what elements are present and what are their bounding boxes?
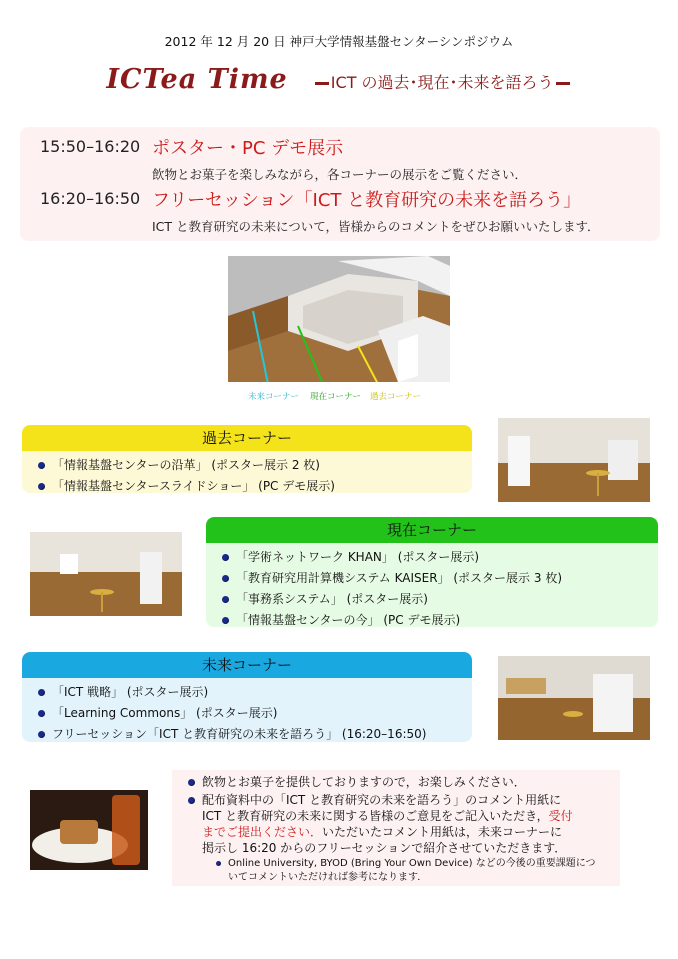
list-item: 「学術ネットワーク KHAN」 (ポスター展示) [222, 547, 658, 568]
floor-label-present: 現在コーナー [310, 392, 362, 402]
present-corner-list [206, 543, 658, 627]
schedule-title-2: フリーセッション「ICT と教育研究の未来を語ろう」 [152, 190, 582, 211]
list-item: 「教育研究用計算機システム KAISER」 (ポスター展示 3 枚) [222, 568, 658, 589]
future-corner-list [22, 678, 472, 742]
list-item: 「ICT 戦略」 (ポスター展示) [38, 682, 472, 703]
bullet-icon [222, 596, 229, 603]
schedule-desc-2: ICT と教育研究の未来について，皆様からのコメントをぜひお願いいたします． [152, 219, 600, 234]
floor-plan-render [228, 256, 450, 382]
past-corner-title: 過去コーナー [22, 425, 472, 451]
bullet-icon [222, 617, 229, 624]
title-row [0, 64, 678, 95]
bullet-icon [38, 710, 45, 717]
page-subtitle: ICT の過去･現在･未来を語ろう [330, 73, 554, 92]
bullet-icon [188, 797, 195, 804]
schedule-desc-1: 飲物とお菓子を楽しみながら，各コーナーの展示をご覧ください． [152, 167, 528, 182]
future-corner-photo [498, 656, 650, 740]
list-item: 「情報基盤センターの沿革」 (ポスター展示 2 枚) [38, 455, 472, 476]
schedule-title-1: ポスター・PC デモ展示 [152, 138, 344, 159]
note-item-2-line-1: 配布資料中の「ICT と教育研究の未来を語ろう」のコメント用紙に [202, 793, 562, 807]
header-date-line: 2012 年 12 月 20 日 神戸大学情報基盤センターシンポジウム [164, 34, 514, 49]
bullet-icon [188, 779, 195, 786]
bullet-icon [222, 575, 229, 582]
note-sub-1-line-2: いてコメントいただければ参考になります． [228, 872, 428, 883]
title-dash-left [315, 82, 329, 85]
floor-label-past: 過去コーナー [370, 392, 422, 402]
schedule-box [20, 127, 660, 241]
bullet-icon [38, 689, 45, 696]
note-item-2-line-3: までご提出ください．いただいたコメント用紙は，未来コーナーに [202, 825, 563, 839]
list-item: 「事務系システム」 (ポスター展示) [222, 589, 658, 610]
present-corner-box [206, 517, 658, 627]
future-corner-box [22, 652, 472, 742]
title-dash-right [556, 82, 570, 85]
note-sub-1-line-1: Online University, BYOD (Bring Your Own Device) などの今後の重要課題につ [228, 858, 596, 869]
list-item: フリーセッション「ICT と教育研究の未来を語ろう」 (16:20–16:50) [38, 724, 472, 742]
bullet-icon [38, 731, 45, 738]
floor-label-future: 未来コーナー [248, 392, 300, 402]
past-corner-photo [498, 418, 650, 502]
list-item: 「Learning Commons」 (ポスター展示) [38, 703, 472, 724]
note-item-2-line-4: 掲示し 16:20 からのフリーセッションで紹介させていただきます． [202, 841, 567, 855]
schedule-time-2: 16:20–16:50 [40, 189, 141, 208]
list-item: 「情報基盤センターの今」 (PC デモ展示) [222, 610, 658, 627]
past-corner-list [22, 451, 472, 493]
schedule-time-1: 15:50–16:20 [40, 137, 141, 156]
note-item-2-line-2: ICT と教育研究の未来に関する皆様のご意見をご記入いただき，受付 [202, 809, 573, 823]
bullet-icon [38, 483, 45, 490]
notes-box [172, 770, 620, 886]
page-title: ICTea Time [106, 64, 288, 95]
past-corner-box [22, 425, 472, 493]
present-corner-title: 現在コーナー [206, 517, 658, 543]
note-item-1: 飲物とお菓子を提供しておりますので，お楽しみください． [202, 775, 526, 789]
bullet-icon [38, 462, 45, 469]
bullet-icon [216, 861, 221, 866]
refreshments-photo [30, 790, 148, 870]
bullet-icon [222, 554, 229, 561]
present-corner-photo [30, 532, 182, 616]
future-corner-title: 未来コーナー [22, 652, 472, 678]
list-item: 「情報基盤センタースライドショー」 (PC デモ展示) [38, 476, 472, 493]
